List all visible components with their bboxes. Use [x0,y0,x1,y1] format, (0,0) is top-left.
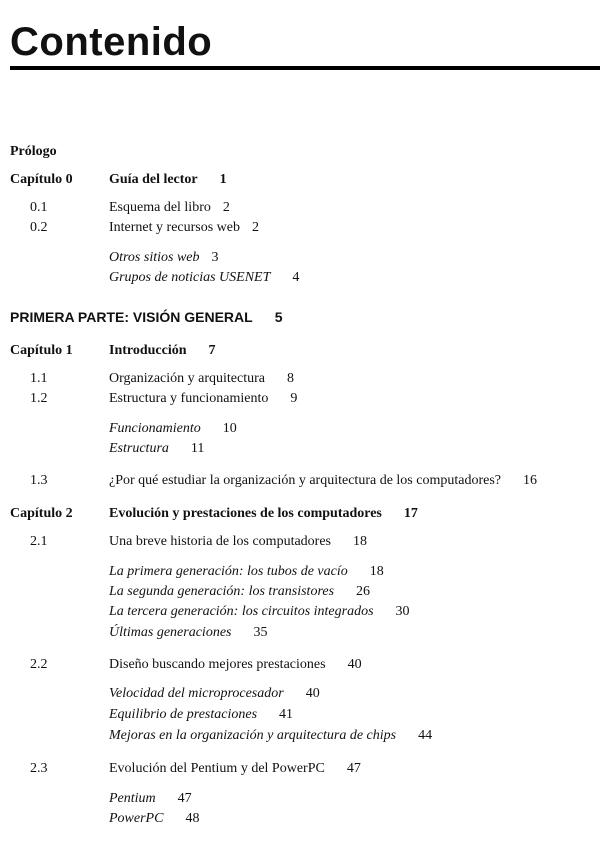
page-number: 5 [274,309,283,325]
chapter-title: Introducción 7 [109,343,216,358]
page-number: 35 [253,625,268,640]
chapter-label: Capítulo 2 [10,506,73,521]
chapter-title: Guía del lector 1 [109,172,227,187]
page-number: 1 [219,172,227,187]
page-number: 41 [279,707,294,722]
section-title: Esquema del libro 2 [109,200,230,215]
page-number: 11 [190,441,205,456]
subsection-entry: Velocidad del microprocesador 40 [109,686,320,701]
chapter-title: Evolución y prestaciones de los computadores 17 [109,506,418,521]
subsection-entry: Pentium 47 [109,791,192,806]
part-heading: PRIMERA PARTE: VISIÓN GENERAL 5 [10,309,283,325]
page-number: 40 [305,686,320,701]
page-number: 47 [346,761,361,776]
page-number: 10 [222,421,237,436]
page-number: 40 [347,657,362,672]
page-number: 47 [177,791,192,806]
subsection-entry: Mejoras en la organización y arquitectura de chips 44 [109,728,433,743]
page-number: 2 [252,220,260,235]
section-number: 1.2 [30,391,48,406]
section-number: 1.3 [30,473,48,488]
section-number: 2.2 [30,657,48,672]
section-title: Estructura y funcionamiento 9 [109,391,298,406]
section-title: Diseño buscando mejores prestaciones 40 [109,657,362,672]
title-rule [10,66,600,70]
page-number: 18 [353,534,367,549]
subsection-entry: La segunda generación: los transistores 26 [109,584,371,599]
subsection-entry: Grupos de noticias USENET 4 [109,270,300,285]
page-number: 2 [222,200,230,215]
subsection-entry: Estructura 11 [109,441,205,456]
page-number: 3 [211,250,219,265]
section-title: Evolución del Pentium y del PowerPC 47 [109,761,361,776]
section-number: 0.2 [30,220,48,235]
subsection-entry: La tercera generación: los circuitos integrados 30 [109,604,410,619]
page-number: 9 [290,391,298,406]
page-number: 8 [287,371,295,386]
section-title: Organización y arquitectura 8 [109,371,295,386]
section-number: 2.1 [30,534,48,549]
section-number: 0.1 [30,200,48,215]
page-number: 16 [523,473,537,488]
page-number: 18 [369,564,384,579]
page-number: 7 [208,343,216,358]
subsection-entry: Equilibrio de prestaciones 41 [109,707,294,722]
page-title: Contenido [10,20,213,64]
chapter-label: Capítulo 1 [10,343,73,358]
section-title: Una breve historia de los computadores 18 [109,534,367,549]
subsection-entry: Últimas generaciones 35 [109,625,268,640]
prologue-heading: Prólogo [10,144,57,159]
subsection-entry: Otros sitios web 3 [109,250,219,265]
section-title: ¿Por qué estudiar la organización y arquitectura de los computadores? 16 [109,473,537,488]
subsection-entry: PowerPC 48 [109,811,200,826]
page-number: 17 [403,506,418,521]
section-number: 2.3 [30,761,48,776]
section-number: 1.1 [30,371,48,386]
section-title: Internet y recursos web 2 [109,220,260,235]
chapter-label: Capítulo 0 [10,172,73,187]
page-number: 48 [185,811,200,826]
subsection-entry: La primera generación: los tubos de vacío 18 [109,564,384,579]
page-number: 26 [356,584,371,599]
page-number: 4 [292,270,300,285]
subsection-entry: Funcionamiento 10 [109,421,237,436]
page-number: 44 [418,728,433,743]
page-number: 30 [395,604,410,619]
